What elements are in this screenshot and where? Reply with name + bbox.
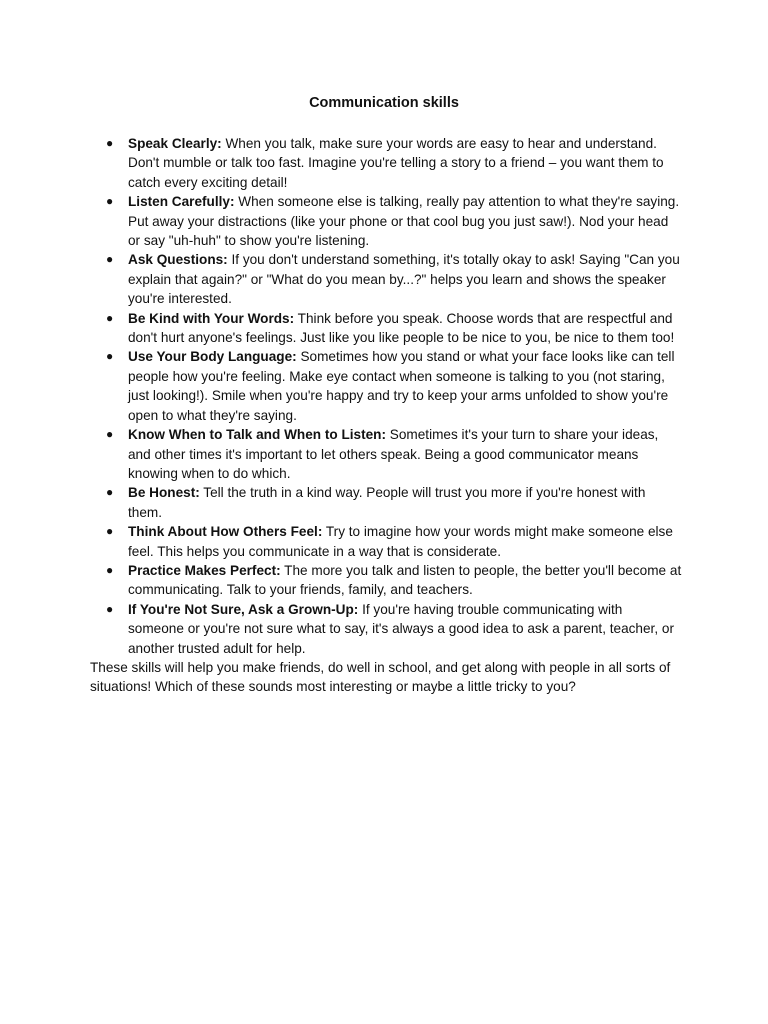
bullet-icon: ● [106, 194, 114, 209]
list-item [90, 192, 682, 250]
item-body: If you don't understand something, it's totally okay to ask! Saying "Can you explain that again?" or "What do you mean by...?" helps you learn and shows the speaker you're interested. [128, 252, 680, 307]
item-body: The more you talk and listen to people, the better you'll become at communicating. Talk to your friends, family, and teachers. [128, 562, 682, 598]
bullet-icon: ● [106, 349, 114, 364]
list-item [90, 250, 682, 308]
list-item [90, 522, 682, 561]
item-lead: Ask Questions: [128, 252, 228, 268]
item-lead: If You're Not Sure, Ask a Grown-Up: [128, 601, 359, 617]
skills-list [90, 134, 682, 658]
item-body: If you're having trouble communicating with someone or you're not sure what to say, it's always a good idea to ask a parent, teacher, or another trusted adult for help. [128, 601, 674, 656]
list-item [90, 425, 682, 483]
list-item [90, 134, 682, 192]
item-body: Sometimes it's your turn to share your ideas, and other times it's important to let others speak. Being a good communicator means knowing when to do which. [128, 427, 659, 481]
item-lead: Listen Carefully: [128, 194, 235, 210]
closing-paragraph: These skills will help you make friends, do well in school, and get along with people in all sorts of situations! Which of these sounds most interesting or maybe a little tricky to you? [90, 659, 671, 695]
bullet-icon: ● [106, 427, 114, 442]
list-item [90, 600, 682, 658]
item-body: When someone else is talking, really pay attention to what they're saying. Put away your distractions (like your phone or that cool bug you just saw!). Nod your head or say "uh-huh" to show you're listening. [128, 194, 680, 249]
item-body: When you talk, make sure your words are easy to hear and understand. Don't mumble or talk too fast. Imagine you're telling a story to a friend – you want them to catch every exciting detail! [128, 136, 664, 190]
bullet-icon: ● [106, 252, 114, 267]
item-lead: Use Your Body Language: [128, 349, 297, 365]
item-lead: Be Honest: [128, 485, 200, 501]
item-lead: Know When to Talk and When to Listen: [128, 427, 387, 443]
item-lead: Speak Clearly: [128, 136, 222, 151]
document-title: Communication skills [309, 95, 459, 111]
item-body: Try to imagine how your words might make someone else feel. This helps you communicate in a way that is considerate. [128, 524, 673, 559]
bullet-icon: ● [106, 136, 114, 150]
item-lead: Be Kind with Your Words: [128, 310, 295, 326]
document-body [90, 134, 682, 697]
bullet-icon: ● [106, 485, 114, 500]
list-item [90, 309, 682, 348]
item-body: Think before you speak. Choose words that are respectful and don't hurt anyone's feelings. Just like you like people to be nice to you, be nice to them too! [128, 310, 675, 346]
item-lead: Practice Makes Perfect: [128, 562, 281, 578]
item-lead: Think About How Others Feel: [128, 524, 323, 540]
list-item [90, 347, 682, 425]
bullet-icon: ● [106, 562, 114, 577]
bullet-icon: ● [106, 524, 114, 539]
item-body: Tell the truth in a kind way. People will trust you more if you're honest with them. [128, 485, 646, 520]
bullet-icon: ● [106, 601, 114, 616]
list-item [90, 483, 682, 522]
item-body: Sometimes how you stand or what your face looks like can tell people how you're feeling. Make eye contact when someone is talking to you (not staring, just looking!). Smile when you're happy and try to keep your arms unfolded to show you're open to what they're saying. [128, 349, 675, 423]
list-item [90, 561, 682, 600]
bullet-icon: ● [106, 310, 114, 325]
